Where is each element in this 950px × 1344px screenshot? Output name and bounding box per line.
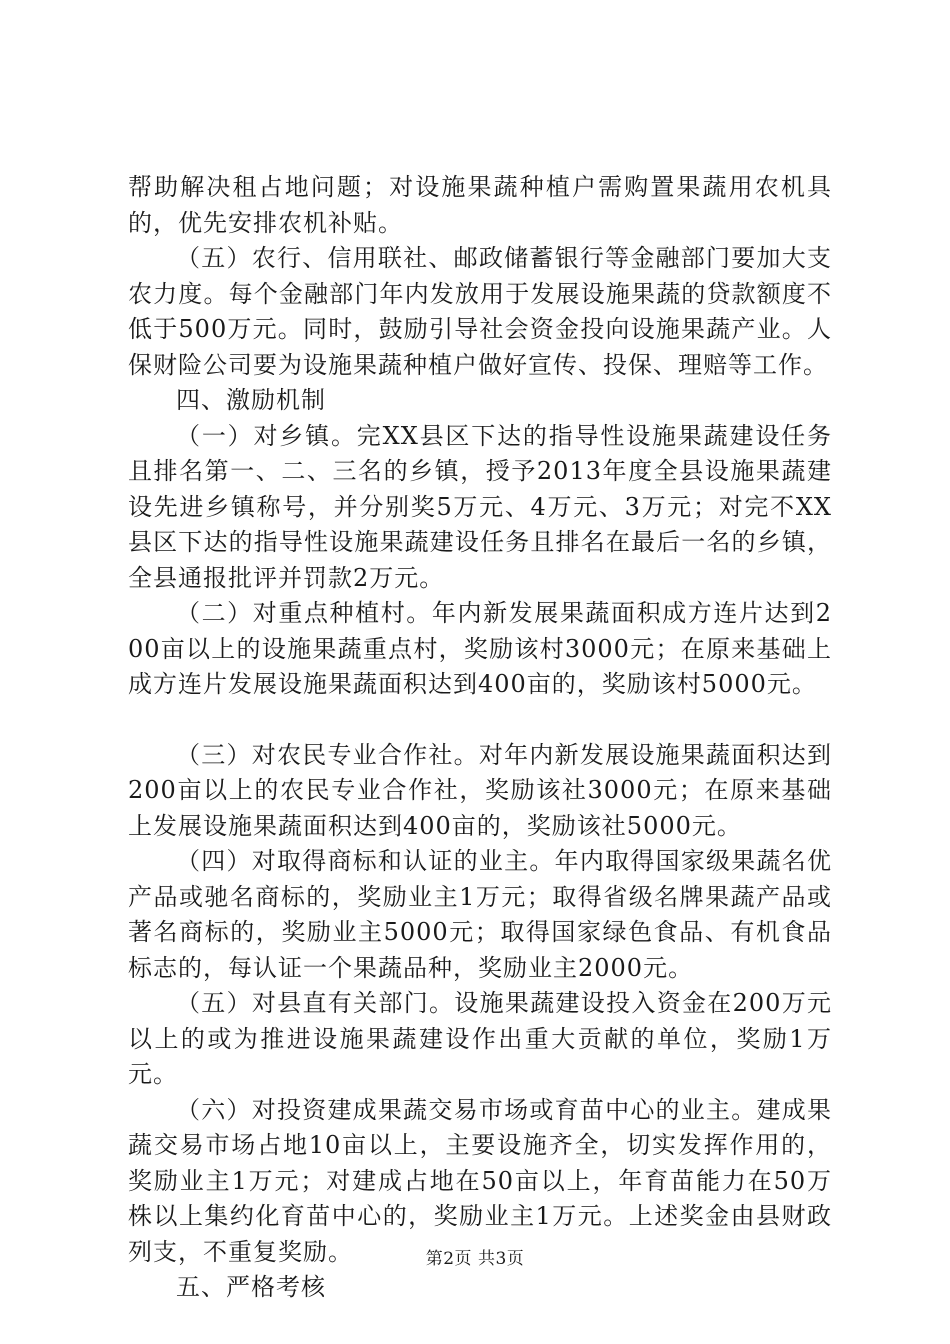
section-heading-incentives: 四、激励机制 [176, 386, 326, 414]
paragraph-markets-nurseries: （六）对投资建成果蔬交易市场或育苗中心的业主。建成果蔬交易市场占地10亩以上，主要设施齐全，切实发挥作用的，奖励业主1万元；对建成占地在50亩以上，年育苗能力在50万株以上集约化育苗中心的，奖励业主1万元。上述奖金由县财政列支，不重复奖励。 [128, 1095, 832, 1266]
paragraph-trademarks: （四）对取得商标和认证的业主。年内取得国家级果蔬名优产品或驰名商标的，奖励业主1万元；取得省级名牌果蔬产品或著名商标的，奖励业主5000元；取得国家绿色食品、有机食品标志的，每认证一个果蔬品种，奖励业主2000元。 [128, 847, 832, 982]
paragraph-cooperatives: （三）对农民专业合作社。对年内新发展设施果蔬面积达到200亩以上的农民专业合作社，奖励该社3000元；在原来基础上发展设施果蔬面积达到400亩的，奖励该社5000元。 [128, 740, 832, 840]
page-number-footer: 第2页 共3页 [425, 1249, 525, 1269]
paragraph-county-departments: （五）对县直有关部门。设施果蔬建设投入资金在200万元以上的或为推进设施果蔬建设作出重大贡献的单位，奖励1万元。 [128, 989, 832, 1088]
paragraph-key-villages: （二）对重点种植村。年内新发展果蔬面积成方连片达到200亩以上的设施果蔬重点村，奖励该村3000元；在原来基础上成方连片发展设施果蔬面积达到400亩的，奖励该村5000元。 [128, 599, 832, 698]
section-heading-assessment: 五、严格考核 [176, 1273, 326, 1301]
paragraph-continuation: 帮助解决租占地问题；对设施果蔬种植户需购置果蔬用农机具的，优先安排农机补贴。 [128, 173, 832, 237]
document-body [128, 170, 832, 1306]
paragraph-finance-support: （五）农行、信用联社、邮政储蓄银行等金融部门要加大支农力度。每个金融部门年内发放用于发展设施果蔬的贷款额度不低于500万元。同时，鼓励引导社会资金投向设施果蔬产业。人保财险公司要为设施果蔬种植户做好宣传、投保、理赔等工作。 [128, 244, 832, 379]
paragraph-towns: （一）对乡镇。完XX县区下达的指导性设施果蔬建设任务且排名第一、二、三名的乡镇，授予2013年度全县设施果蔬建设先进乡镇称号，并分别奖5万元、4万元、3万元；对完不XX县区下达的指导性设施果蔬建设任务且排名在最后一名的乡镇，全县通报批评并罚款2万元。 [128, 421, 832, 592]
